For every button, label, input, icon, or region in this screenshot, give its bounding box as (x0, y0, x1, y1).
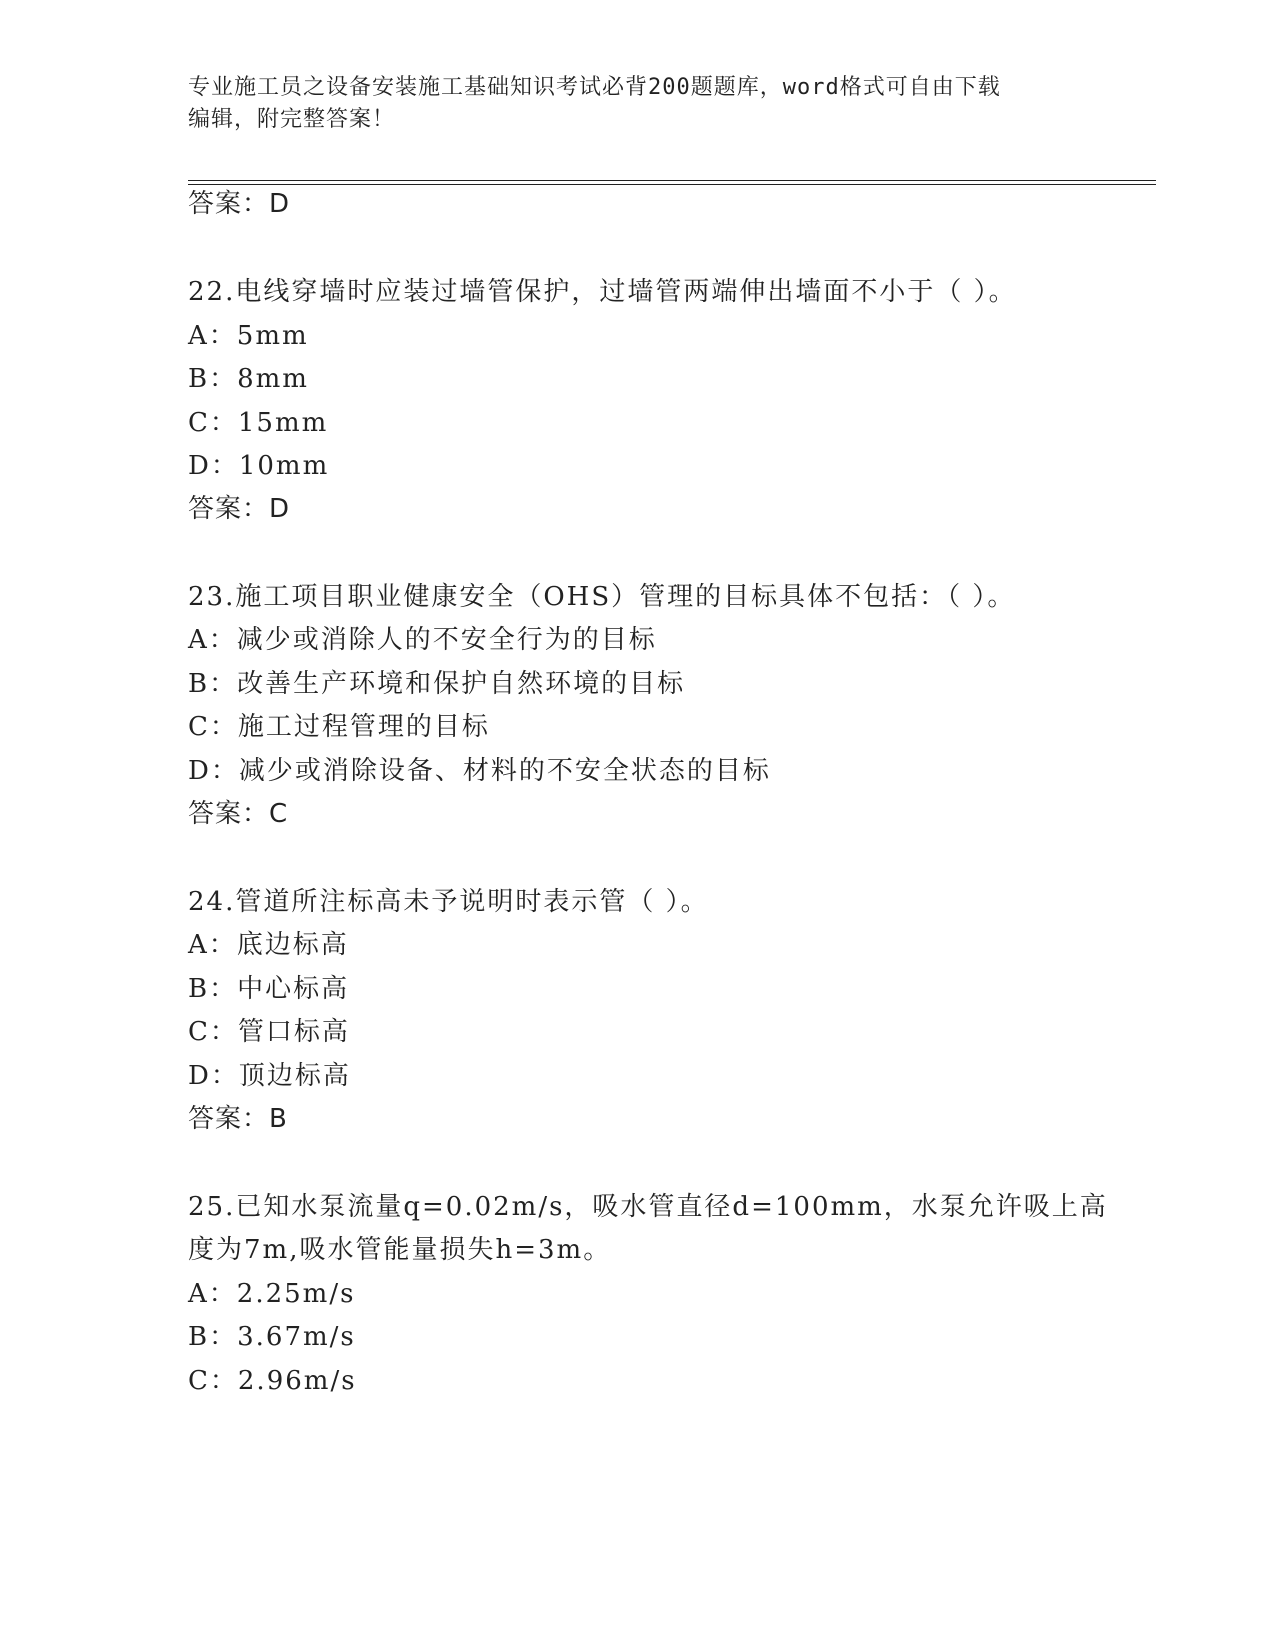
question-23-option-b: B：改善生产环境和保护自然环境的目标 (188, 669, 686, 699)
document-header (188, 72, 1068, 136)
question-22-stem: 22.电线穿墙时应装过墙管保护，过墙管两端伸出墙面不小于（ ）。 (188, 277, 1017, 307)
question-25-option-c: C：2.96m/s (188, 1366, 357, 1396)
question-23-option-d: D：减少或消除设备、材料的不安全状态的目标 (188, 756, 771, 786)
previous-answer: 答案：D (188, 189, 291, 219)
question-24-option-d: D：顶边标高 (188, 1061, 351, 1091)
header-divider-bottom (188, 184, 1156, 185)
question-25-option-a: A：2.25m/s (188, 1279, 356, 1309)
header-title-line-2: 编辑，附完整答案！ (188, 107, 396, 132)
question-23-answer: 答案：C (188, 799, 289, 829)
question-24-answer: 答案：B (188, 1104, 288, 1134)
header-divider-top (188, 180, 1156, 181)
question-22-option-a: A：5mm (188, 321, 309, 351)
question-24-option-c: C：管口标高 (188, 1017, 350, 1047)
question-22-option-c: C：15mm (188, 408, 329, 438)
question-22-answer: 答案：D (188, 494, 291, 524)
question-25-stem-line-1: 25.已知水泵流量q=0.02m/s，吸水管直径d=100mm，水泵允许吸上高 (188, 1192, 1108, 1222)
question-23-option-c: C：施工过程管理的目标 (188, 712, 490, 742)
question-25-option-b: B：3.67m/s (188, 1322, 356, 1352)
question-25-stem-line-2: 度为7m,吸水管能量损失h=3m。 (188, 1235, 612, 1265)
header-title-line-1: 专业施工员之设备安装施工基础知识考试必背200题题库，word格式可自由下载 (188, 75, 1001, 100)
question-22-option-d: D：10mm (188, 451, 330, 481)
question-23-option-a: A：减少或消除人的不安全行为的目标 (188, 625, 657, 655)
question-24-option-b: B：中心标高 (188, 974, 350, 1004)
question-23-stem: 23.施工项目职业健康安全（OHS）管理的目标具体不包括：（ ）。 (188, 582, 1016, 612)
question-22-option-b: B：8mm (188, 364, 309, 394)
question-24-stem: 24.管道所注标高未予说明时表示管（ ）。 (188, 887, 709, 917)
question-24-option-a: A：底边标高 (188, 930, 349, 960)
